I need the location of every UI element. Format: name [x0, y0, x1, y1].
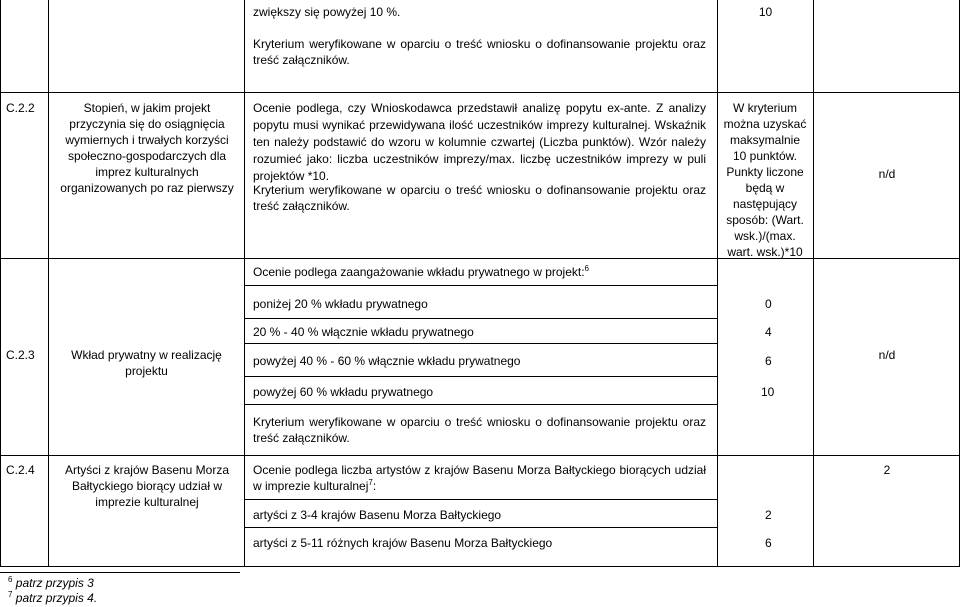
- footnote-text-6: patrz przypis 3: [15, 576, 94, 590]
- row-last-c24: 2: [883, 463, 891, 477]
- option-label-c23-2: 20 % - 40 % włącznie wkładu prywatnego: [253, 325, 474, 339]
- row-divider-c23: [0, 258, 960, 259]
- row-last-c22: n/d: [878, 167, 896, 181]
- footnote-7: [8, 590, 97, 606]
- row-points-c22: W kryterium można uzyskać maksymalnie 10 punktów. Punkty liczone będą w następujący sposób: (Wart. wsk.)/(max. wart. wsk.)*10: [723, 101, 807, 259]
- column-divider-3: [717, 0, 718, 567]
- row-criterion-c23: Kryterium weryfikowane w oparciu o treść wniosku o dofinansowanie projektu oraz treść załączników.: [253, 415, 706, 445]
- option-points-c24-2: 6: [765, 536, 772, 550]
- row-criterion-c22: Kryterium weryfikowane w oparciu o treść wniosku o dofinansowanie projektu oraz treść załączników.: [253, 183, 706, 213]
- option-points-c23-2: 4: [765, 325, 772, 339]
- option-points-c24-1: 2: [765, 508, 772, 522]
- option-label-c23-4: powyżej 60 % wkładu prywatnego: [253, 385, 434, 399]
- row-name-c24: Artyści z krajów Basenu Morza Bałtyckiego biorący udział w imprezie kulturalnej: [64, 463, 230, 509]
- top-row-value: 10: [758, 5, 773, 19]
- row-id-c22: C.2.2: [6, 101, 35, 115]
- column-divider-2: [244, 0, 245, 567]
- row-intro-text-c24: Ocenie podlega liczba artystów z krajów Basenu Morza Bałtyckiego biorących udział w imprezie kulturalnej: [253, 463, 706, 493]
- option-divider-6: [244, 499, 718, 500]
- option-divider-2: [244, 318, 718, 319]
- row-intro-c23: [253, 264, 713, 280]
- row-intro-text-c23: Ocenie podlega zaangażowanie wkładu prywatnego w projekt:: [253, 265, 585, 279]
- row-name-c22: Stopień, w jakim projekt przyczynia się do osiągnięcia wymiernych i trwałych korzyści społeczno-gospodarczych dla imprez kulturalnych organizowanych po raz pierwszy: [60, 101, 234, 195]
- option-points-c23-4: 10: [761, 385, 775, 399]
- footnote-ref-7: 7: [368, 478, 373, 487]
- option-label-c24-2: artyści z 5-11 różnych krajów Basenu Morza Bałtyckiego: [253, 536, 553, 550]
- option-label-c23-3: powyżej 40 % - 60 % włącznie wkładu prywatnego: [253, 354, 521, 368]
- top-row-criterion: Kryterium weryfikowane w oparciu o treść wniosku o dofinansowanie projektu oraz treść załączników.: [253, 37, 706, 67]
- footnote-text-7: patrz przypis 4.: [15, 591, 98, 605]
- row-intro-c24: Ocenie podlega liczba artystów z krajów Basenu Morza Bałtyckiego biorących udział w imprezie kulturalnej$^7$:: [253, 463, 706, 493]
- footnote-mark-7: 7: [8, 590, 13, 599]
- row-name-c23: Wkład prywatny w realizację projektu: [71, 348, 222, 378]
- row-id-c24: C.2.4: [6, 463, 35, 477]
- option-divider-4: [244, 376, 718, 377]
- footnote-6: [8, 575, 94, 591]
- option-label-c24-1: artyści z 3-4 krajów Basenu Morza Bałtyckiego: [253, 508, 502, 522]
- option-divider-5: [244, 404, 718, 405]
- footnote-ref-6: 6: [584, 264, 589, 273]
- row-divider-c22: [0, 92, 960, 93]
- column-divider-4: [813, 0, 814, 567]
- top-row-text: zwiększy się powyżej 10 %.: [253, 5, 401, 19]
- row-last-c23: n/d: [878, 348, 896, 362]
- row-id-c23: C.2.3: [6, 348, 35, 362]
- option-divider-3: [244, 343, 718, 344]
- option-points-c23-1: 0: [765, 297, 772, 311]
- table-border-bottom: [0, 566, 960, 567]
- option-divider-7: [244, 527, 718, 528]
- option-label-c23-1: poniżej 20 % wkładu prywatnego: [253, 297, 428, 311]
- table-border-left: [0, 0, 1, 567]
- column-divider-1: [48, 0, 49, 567]
- row-divider-c24: [0, 455, 960, 456]
- footnote-separator: [0, 572, 240, 573]
- footnote-mark-6: 6: [8, 575, 13, 584]
- option-divider-1: [244, 285, 718, 286]
- row-description-c22: Ocenie podlega, czy Wnioskodawca przedstawił analizę popytu ex-ante. Z analizy popytu musi wynikać przewidywana ilość uczestników imprezy kulturalnej. Wskaźnik ten należy podstawić do wzoru w kolumnie czwartej (Liczba punktów). Wzór należy rozumieć jako: liczba uczestników imprezy/max. liczbę uczestników imprezy w puli projektów *10.: [253, 101, 706, 183]
- option-points-c23-3: 6: [765, 354, 772, 368]
